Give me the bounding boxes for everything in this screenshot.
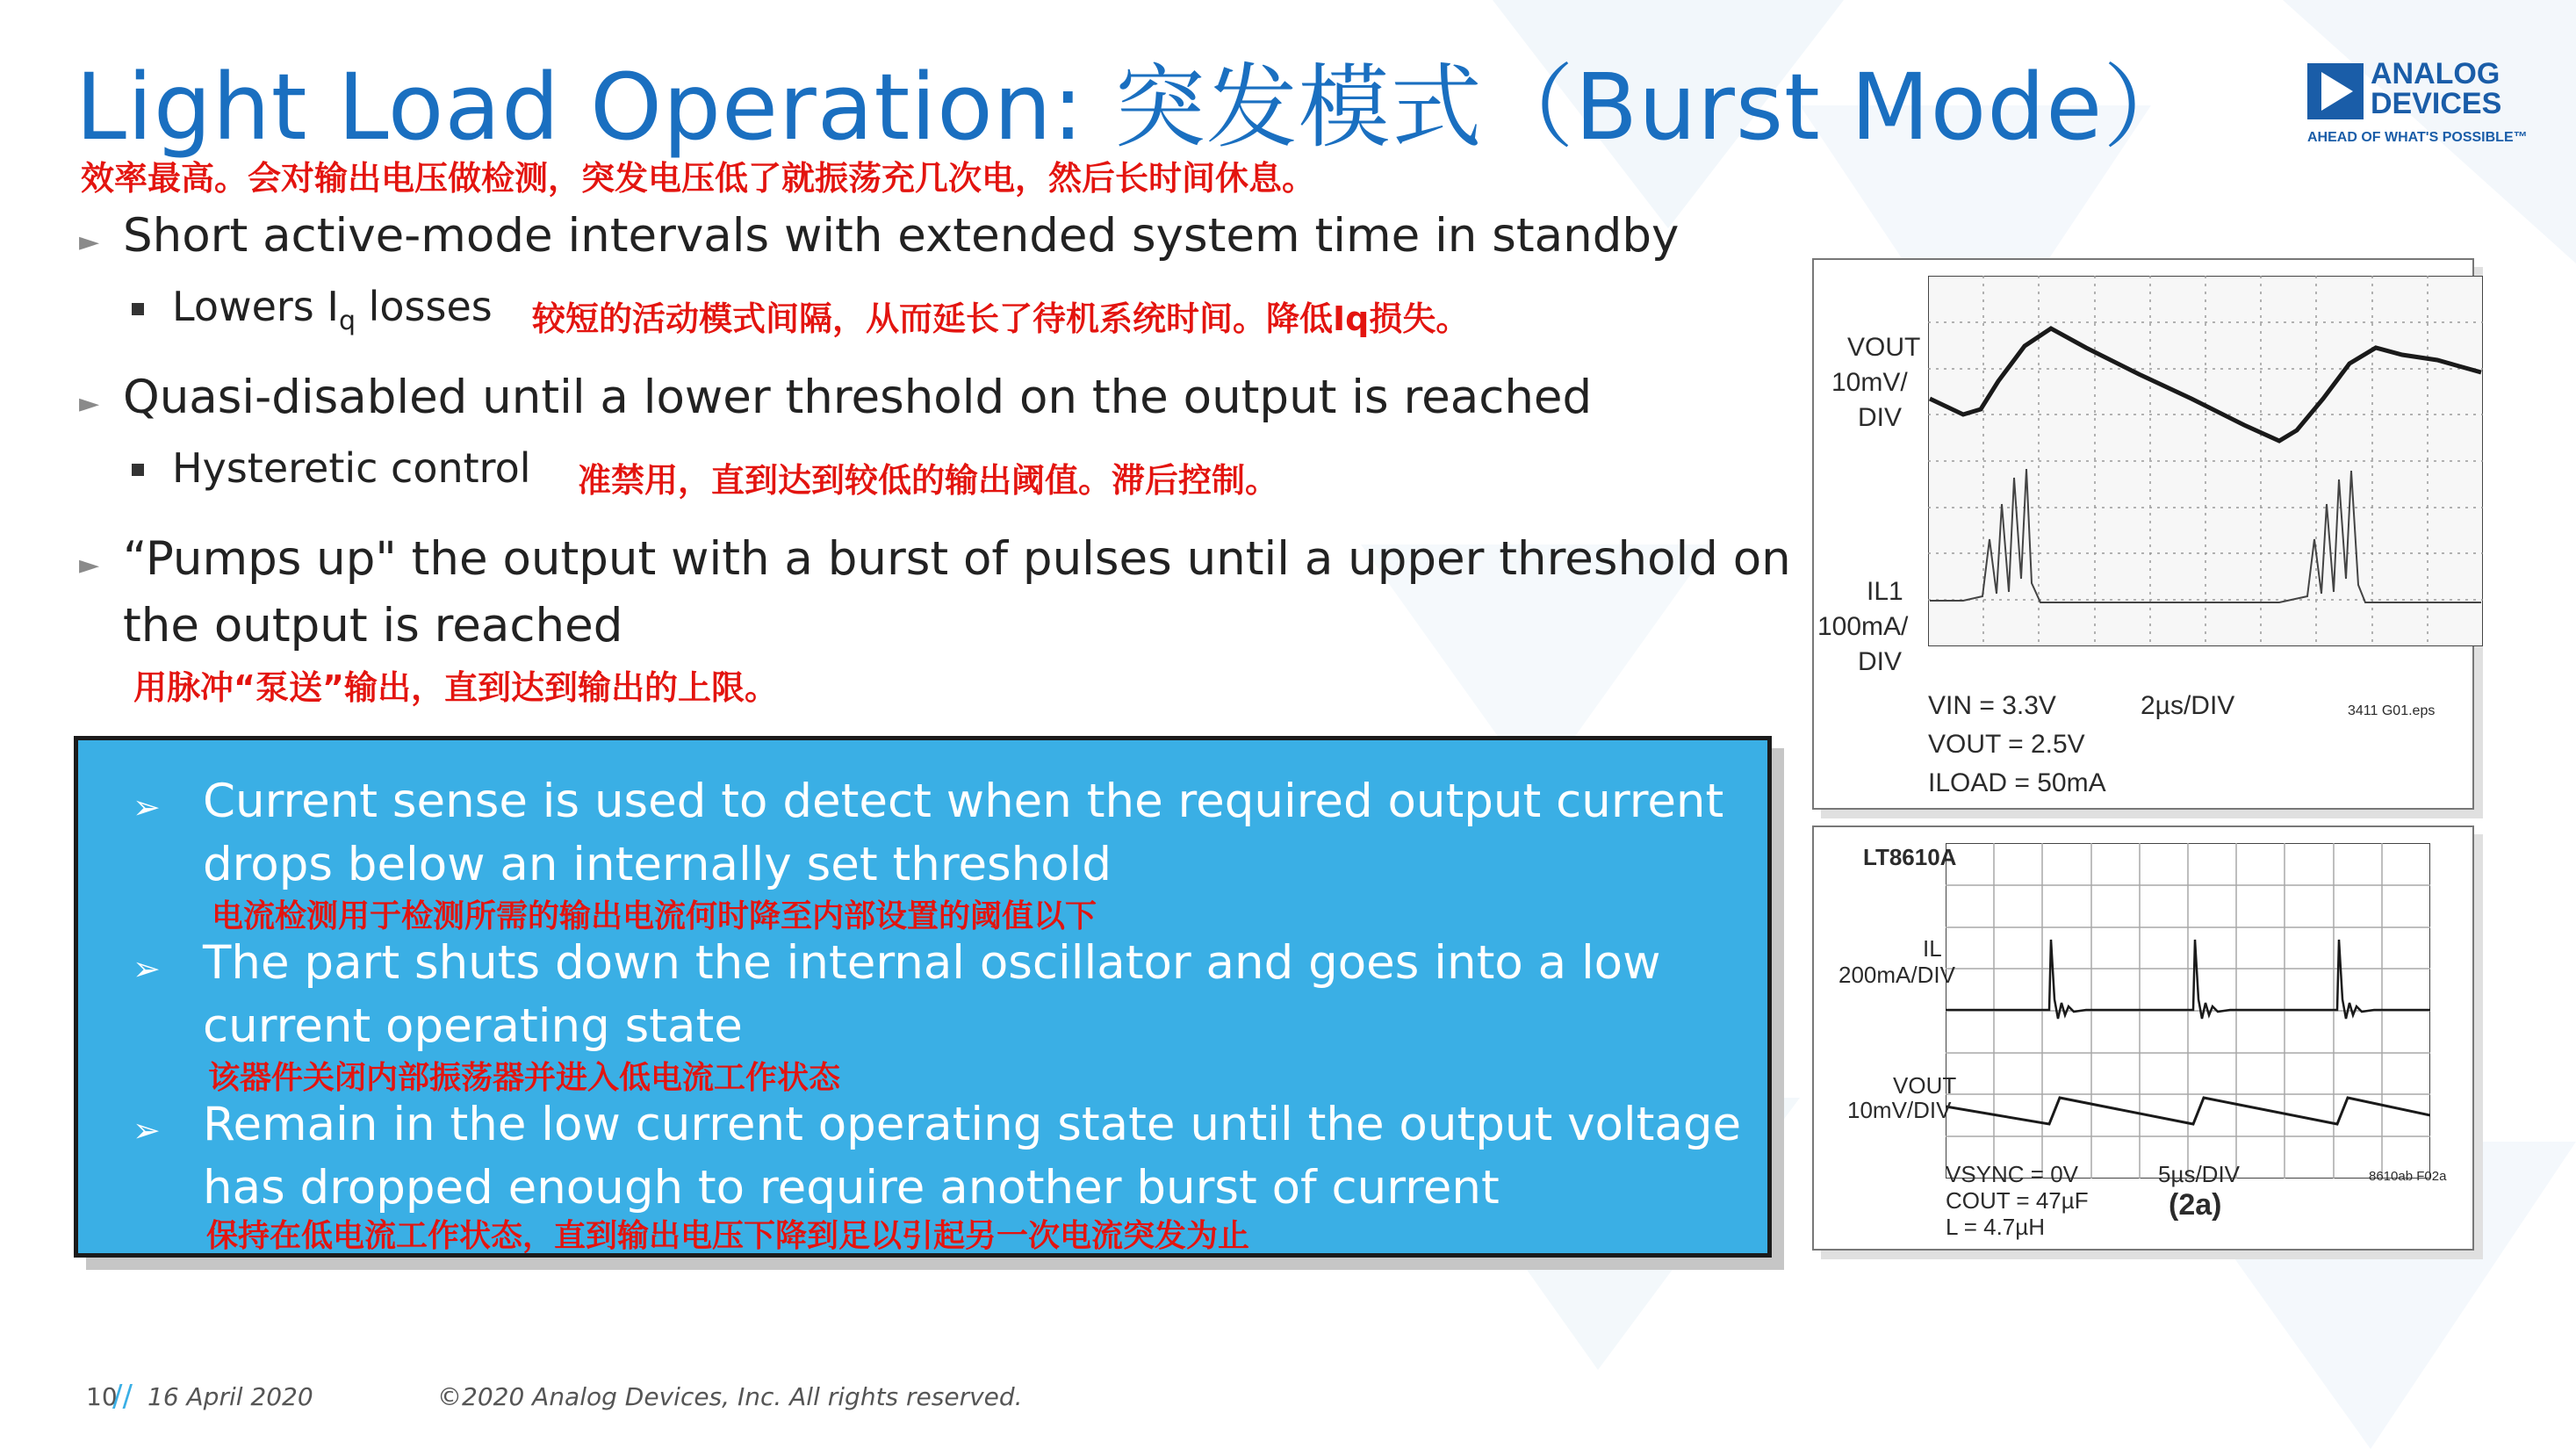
- scope-2-il-scale: 200mA/DIV: [1838, 962, 1955, 988]
- box-item-2-line1: The part shuts down the internal oscillator and goes into a low: [203, 936, 1661, 990]
- scope-2-il-label: IL: [1923, 935, 1942, 962]
- scope-1-vout-condition: VOUT = 2.5V: [1928, 730, 2085, 759]
- highlight-box: [74, 736, 1772, 1258]
- scope-1-vin: VIN = 3.3V: [1928, 691, 2056, 720]
- scope-2-inductance: L = 4.7µH: [1946, 1214, 2046, 1240]
- scope-1-screen: [1928, 276, 2483, 646]
- box-arrow-icon: ➢: [133, 788, 161, 826]
- scope-1-il-scale: 100mA/: [1817, 612, 1909, 641]
- scope-1-vout-scale: 10mV/: [1831, 368, 1908, 397]
- bullet-3-note: 用脉冲“泵送”输出，直到达到输出的上限。: [133, 668, 778, 707]
- bullet-1-sub-text: Lowers $I_q$ losses: [172, 283, 493, 337]
- scope-1-vout-div: DIV: [1858, 403, 1903, 432]
- scope-1-iload: ILOAD = 50mA: [1928, 768, 2106, 797]
- bullet-1-note: 较短的活动模式间隔，从而延长了待机系统时间。降低Iq损失。: [532, 299, 1470, 338]
- bullet-2-text: Quasi-disabled until a lower threshold on the output is reached: [123, 371, 1593, 424]
- box-arrow-icon: ➢: [133, 1111, 161, 1150]
- box-item-2-note: 该器件关闭内部振荡器并进入低电流工作状态: [208, 1060, 841, 1096]
- bullet-arrow-icon: ►: [79, 388, 100, 419]
- scope-2-vsync: VSYNC = 0V: [1946, 1161, 2079, 1187]
- figure-burst-scope-1: [1812, 258, 2474, 810]
- scope-1-timebase: 2µs/DIV: [2141, 691, 2235, 720]
- box-item-3-note: 保持在低电流工作状态，直到输出电压下降到足以引起另一次电流突发为止: [206, 1218, 1250, 1254]
- scope-2-screen: [1946, 843, 2430, 1179]
- figure-burst-scope-2: [1812, 825, 2474, 1251]
- box-item-1-note: 电流检测用于检测所需的输出电流何时降至内部设置的阈值以下: [212, 898, 1097, 934]
- scope-2-vout-label: VOUT: [1893, 1072, 1957, 1099]
- scope-1-file-tag: 3411 G01.eps: [2348, 703, 2436, 718]
- footer-date: 16 April 2020: [148, 1382, 313, 1411]
- scope-2-vout-scale: 10mV/DIV: [1847, 1097, 1952, 1123]
- footer-copyright: ©2020 Analog Devices, Inc. All rights reserved.: [437, 1382, 1023, 1411]
- scope-1-il-label: IL1: [1867, 577, 1903, 606]
- scope-1-vout-label: VOUT: [1847, 333, 1921, 362]
- box-item-3-line1: Remain in the low current operating state until the output voltage: [203, 1098, 1742, 1151]
- bullet-arrow-icon: ►: [79, 227, 100, 257]
- bullet-1-text: Short active-mode intervals with extended system time in standby: [123, 209, 1680, 263]
- box-item-3-line2: has dropped enough to require another burst of current: [203, 1161, 1500, 1215]
- logo-name-line1: ANALOG: [2371, 57, 2500, 90]
- page-title: Light Load Operation: 突发模式（Burst Mode）: [76, 54, 2196, 161]
- title-note: 效率最高。会对输出电压做检测，突发电压低了就振荡充几次电，然后长时间休息。: [81, 159, 1316, 198]
- scope-1-il-div: DIV: [1858, 647, 1903, 676]
- sub-bullet-square-icon: [132, 464, 144, 476]
- scope-2-timebase: 5µs/DIV: [2158, 1161, 2241, 1187]
- bullet-2-note: 准禁用，直到达到较低的输出阈值。滞后控制。: [578, 461, 1279, 500]
- analog-devices-logo-icon: [2307, 63, 2364, 119]
- bullet-3-text-line1: “Pumps up" the output with a burst of pulses until a upper threshold on: [123, 532, 1791, 586]
- scope-2-cout: COUT = 47µF: [1946, 1187, 2089, 1214]
- logo-name-line2: DEVICES: [2371, 87, 2502, 120]
- scope-2-part-label: LT8610A: [1863, 844, 1957, 870]
- box-item-1-line1: Current sense is used to detect when the required output current: [203, 775, 1724, 828]
- logo-tagline: AHEAD OF WHAT'S POSSIBLE™: [2307, 130, 2528, 145]
- scope-2-file-tag: 8610ab F02a: [2369, 1169, 2447, 1184]
- scope-2-figure-id: (2a): [2169, 1188, 2222, 1222]
- sub-bullet-square-icon: [132, 303, 144, 315]
- page-number: 10: [86, 1382, 118, 1411]
- footer-separator-icon: //: [112, 1379, 133, 1414]
- box-item-2-line2: current operating state: [203, 999, 743, 1053]
- bullet-2-sub-text: Hysteretic control: [172, 444, 531, 492]
- box-item-1-line2: drops below an internally set threshold: [203, 838, 1112, 891]
- bullet-arrow-icon: ►: [79, 550, 100, 580]
- bullet-3-text-line2: the output is reached: [123, 599, 623, 652]
- box-arrow-icon: ➢: [133, 949, 161, 988]
